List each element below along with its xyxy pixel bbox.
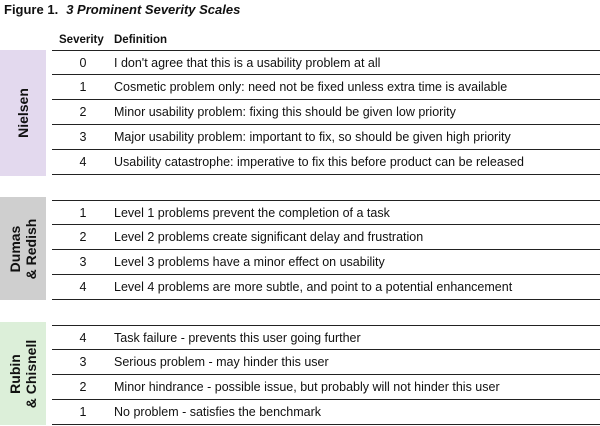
severity-value: 3 [79, 130, 87, 144]
table-row [52, 400, 600, 425]
table-row [52, 200, 600, 225]
definition-column-header: Definition [114, 34, 168, 46]
rubin-chisnell-band [0, 322, 46, 425]
dumas-redish-rows [52, 200, 600, 300]
table-row [52, 50, 600, 75]
severity-value: 0 [79, 56, 87, 70]
nielsen-rows [52, 50, 600, 175]
severity-value: 4 [79, 280, 87, 294]
severity-definition: Minor usability problem: fixing this should be given low priority [114, 105, 456, 119]
scale-group-nielsen [0, 50, 600, 176]
scale-group-dumas-redish [0, 200, 600, 300]
severity-definition: Serious problem - may hinder this user [114, 355, 329, 369]
severity-value: 2 [79, 380, 87, 394]
severity-value: 3 [79, 355, 87, 369]
severity-definition: I don't agree that this is a usability problem at all [114, 56, 381, 70]
severity-value: 3 [79, 255, 87, 269]
table-row [52, 325, 600, 350]
table-row [52, 375, 600, 400]
table-row [52, 125, 600, 150]
severity-value: 1 [79, 206, 87, 220]
severity-definition: Minor hindrance - possible issue, but probably will not hinder this user [114, 380, 500, 394]
scale-group-rubin-chisnell [0, 325, 600, 425]
severity-definition: Level 4 problems are more subtle, and point to a potential enhancement [114, 280, 513, 294]
severity-definition: Level 2 problems create significant delay and frustration [114, 230, 424, 244]
table-row [52, 225, 600, 250]
dumas-redish-band-label: Dumas & Redish [7, 218, 39, 279]
rubin-chisnell-rows [52, 325, 600, 425]
rubin-chisnell-band-label: Rubin & Chisnell [7, 339, 39, 408]
severity-definition: Level 3 problems have a minor effect on usability [114, 255, 385, 269]
severity-value: 1 [79, 405, 87, 419]
severity-definition: Major usability problem: important to fix, so should be given high priority [114, 130, 511, 144]
severity-value: 4 [79, 155, 87, 169]
figure-caption: 3 Prominent Severity Scales [66, 2, 241, 17]
table-row [52, 250, 600, 275]
table-row [52, 275, 600, 300]
severity-definition: No problem - satisfies the benchmark [114, 405, 322, 419]
severity-definition: Level 1 problems prevent the completion of a task [114, 206, 390, 220]
severity-definition: Cosmetic problem only: need not be fixed unless extra time is available [114, 80, 508, 94]
table-row [52, 150, 600, 175]
table-row [52, 350, 600, 375]
figure-title [4, 2, 240, 17]
severity-column-header: Severity [59, 34, 104, 46]
severity-value: 4 [79, 331, 87, 345]
figure-label: Figure 1. [4, 2, 59, 17]
dumas-redish-band [0, 197, 46, 300]
severity-value: 1 [79, 80, 87, 94]
severity-value: 2 [79, 230, 87, 244]
table-row [52, 100, 600, 125]
severity-definition: Task failure - prevents this user going further [114, 331, 361, 345]
table-row [52, 75, 600, 100]
severity-definition: Usability catastrophe: imperative to fix this before product can be released [114, 155, 524, 169]
nielsen-band [0, 50, 46, 176]
severity-value: 2 [79, 105, 87, 119]
nielsen-band-label: Nielsen [15, 88, 31, 138]
